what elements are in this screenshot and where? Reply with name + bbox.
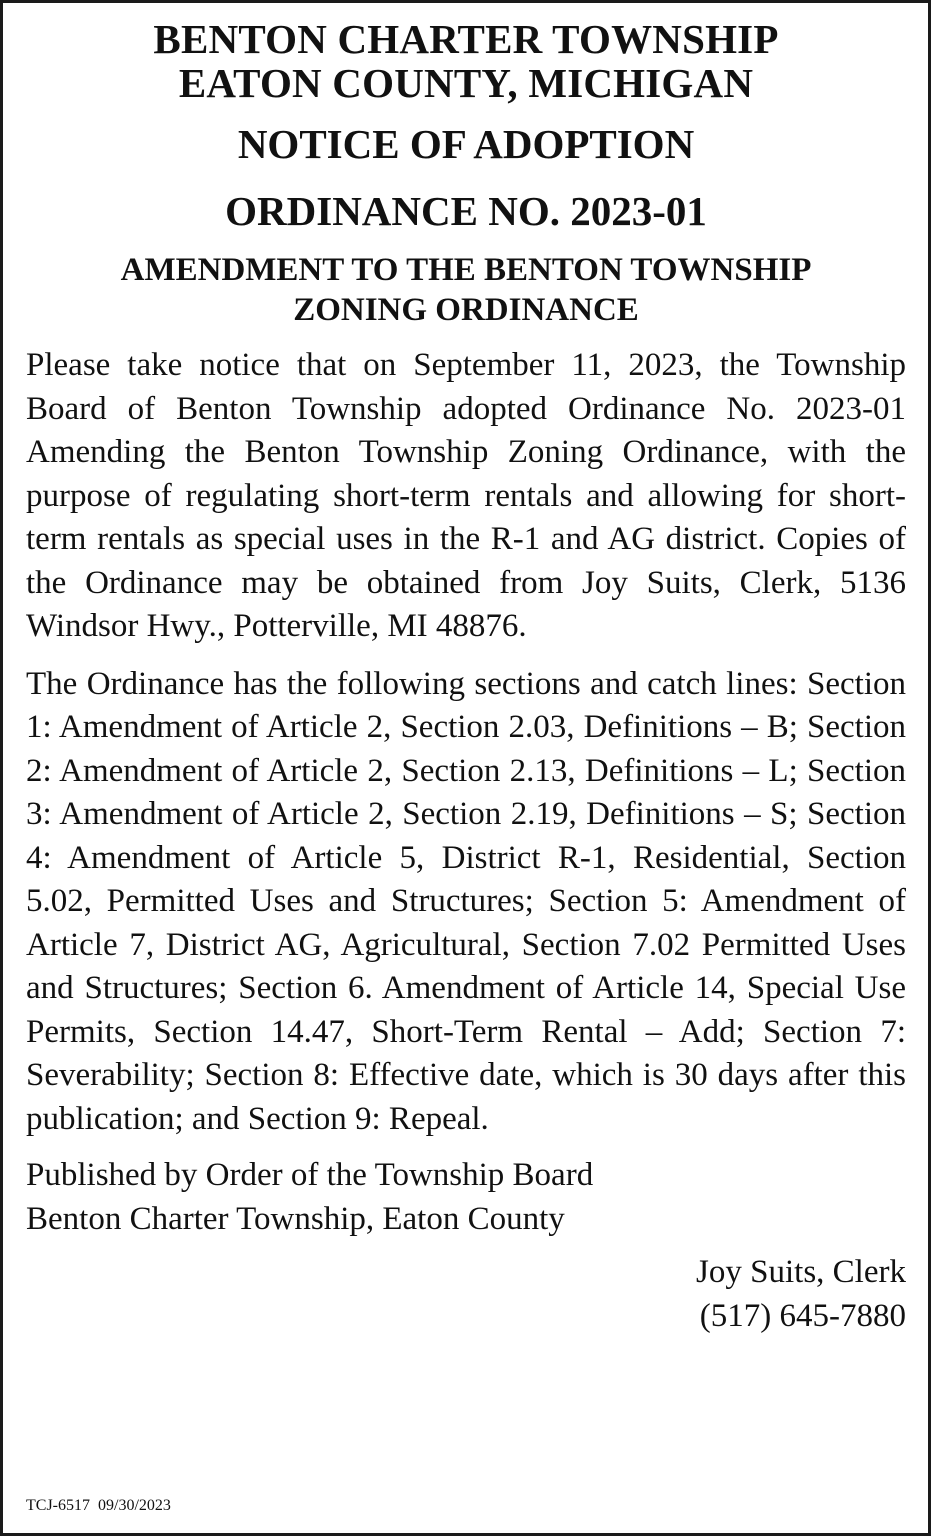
publication-statement xyxy=(26,1154,906,1241)
publication-line-2: Benton Charter Township, Eaton County xyxy=(26,1200,565,1237)
sections-paragraph: The Ordinance has the following sections and catch lines: Section 1: Amendment of Article 2, Section 2.03, Definitions – B; Section 2: Amendment of Article 2, Section 2.13, Definitions – L; Section 3: Amendment of Article 2, Section 2.19, Definitions – S; Section 4: Amendment of Article 5, District R-1, Residential, Section 5.02, Permitted Uses and Structures; Section 5: Amendment of Article 7, District AG, Agricultural, Section 7.02 Permitted Uses and Structures; Section 6. Amendment of Article 14, Special Use Permits, Section 14.47, Short-Term Rental – Add; Section 7: Severability; Section 8: Effective date, which is 30 days after this publication; and Section 9: Repeal. xyxy=(26,665,906,1137)
township-name: BENTON CHARTER TOWNSHIP xyxy=(153,16,779,62)
signature-block xyxy=(26,1251,906,1338)
publication-line-1: Published by Order of the Township Board xyxy=(26,1157,594,1193)
county-name: EATON COUNTY, MICHIGAN xyxy=(178,60,754,106)
ordinance-number: ORDINANCE NO. 2023-01 xyxy=(225,188,707,234)
subtitle-line-2: ZONING ORDINANCE xyxy=(293,292,639,328)
clerk-phone: (517) 645-7880 xyxy=(699,1297,906,1334)
notice-paragraph: Please take notice that on September 11, 2023, the Township Board of Benton Township adopted Ordinance No. 2023-01 Amending the Benton Township Zoning Ordinance, with the purpose of regulating short-term rentals and allowing for short-term rentals as special uses in the R-1 and AG district. Copies of the Ordinance may be obtained from Joy Suits, Clerk, 5136 Windsor Hwy., Potterville, MI 48876. xyxy=(26,347,906,644)
ordinance-subtitle xyxy=(26,250,906,330)
clerk-name: Joy Suits, Clerk xyxy=(696,1254,906,1290)
ad-reference-code: TCJ-6517 09/30/2023 xyxy=(26,1497,171,1514)
subtitle-line-1: AMENDMENT TO THE BENTON TOWNSHIP xyxy=(120,252,812,288)
notice-header xyxy=(26,17,906,330)
notice-title: NOTICE OF ADOPTION xyxy=(237,121,695,167)
